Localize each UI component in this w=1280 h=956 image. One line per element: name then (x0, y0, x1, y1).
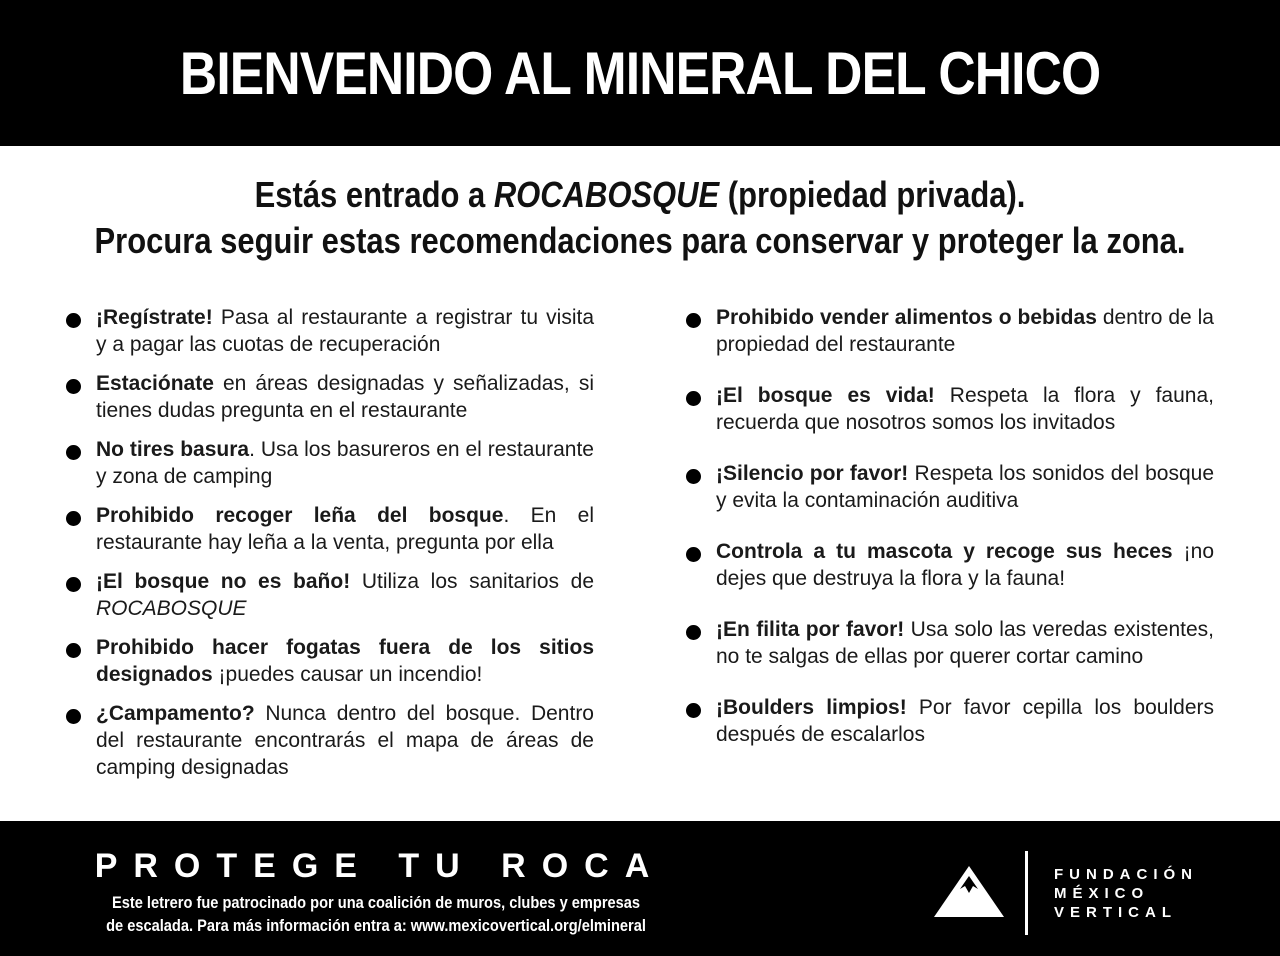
item-text: Nunca dentro del bosque. Dentro del restaurante encontrarás el mapa de áreas de camping designadas (96, 702, 594, 779)
item-heading: ¡Silencio por favor! (716, 462, 909, 485)
bullet-icon (66, 511, 81, 526)
bullet-icon (66, 379, 81, 394)
page-title: BIENVENIDO AL MINERAL DEL CHICO (179, 39, 1101, 107)
item-heading: Estaciónate (96, 372, 214, 395)
item-text: dentro de la propiedad del restaurante (716, 306, 1214, 356)
foundation-logo-text (1054, 865, 1198, 922)
list-item (64, 634, 594, 688)
item-text: ¡puedes causar un incendio! (212, 663, 483, 686)
list-item (64, 700, 594, 781)
intro-line-1-post: (propiedad privada). (719, 174, 1026, 215)
list-item (684, 538, 1214, 592)
logo-line-3: VERTICAL (1054, 904, 1177, 921)
intro-property-name: ROCABOSQUE (493, 174, 720, 215)
list-item (684, 382, 1214, 436)
item-heading: Prohibido hacer fogatas fuera de los sitios designados (96, 636, 594, 686)
logo-line-1: FUNDACIÓN (1054, 866, 1198, 883)
bullet-icon (66, 577, 81, 592)
bullet-icon (686, 625, 701, 640)
list-item (64, 568, 594, 622)
bullet-icon (66, 313, 81, 328)
item-text: Respeta la flora y fauna, recuerda que nosotros somos los invitados (716, 384, 1214, 434)
bullet-icon (686, 703, 701, 718)
item-text: Respeta los sonidos del bosque y evita la contaminación auditiva (716, 462, 1214, 512)
list-item (684, 616, 1214, 670)
bullet-icon (686, 469, 701, 484)
item-heading: ¡El bosque es vida! (716, 384, 935, 407)
item-heading: ¡Regístrate! (96, 306, 213, 329)
recommendations-right-column (684, 304, 1214, 772)
logo-divider (1025, 851, 1028, 935)
sponsor-note-line-2: de escalada. Para más información entra a: www.mexicovertical.org/elmineral (106, 916, 646, 935)
footer-banner (0, 821, 1280, 956)
item-heading: ¡En filita por favor! (716, 618, 905, 641)
item-heading: No tires basura (96, 438, 250, 461)
item-emphasis: ROCABOSQUE (96, 597, 247, 620)
item-text: Usa solo las veredas existentes, no te salgas de ellas por querer cortar camino (716, 618, 1214, 668)
item-text: en áreas designadas y señalizadas, si tienes dudas pregunta en el restaurante (96, 372, 594, 422)
list-item (64, 436, 594, 490)
logo-line-2: MÉXICO (1054, 885, 1150, 902)
header-banner (0, 0, 1280, 146)
sponsor-note (40, 891, 712, 937)
item-text: Utiliza los sanitarios de (350, 570, 595, 593)
intro-text (0, 172, 1280, 264)
list-item (64, 502, 594, 556)
list-item (64, 304, 594, 358)
bullet-icon (66, 445, 81, 460)
bullet-icon (686, 547, 701, 562)
list-item (64, 370, 594, 424)
mountain-icon (932, 864, 1006, 918)
item-heading: ¡El bosque no es baño! (96, 570, 351, 593)
item-text: . En el restaurante hay leña a la venta, pregunta por ella (96, 504, 594, 554)
list-item (684, 304, 1214, 358)
intro-line-1-pre: Estás entrado a (254, 174, 494, 215)
list-item (684, 460, 1214, 514)
item-heading: Controla a tu mascota y recoge sus heces (716, 540, 1173, 563)
item-text: Por favor cepilla los boulders después de escalarlos (716, 696, 1214, 746)
item-heading: ¡Boulders limpios! (716, 696, 907, 719)
list-item (684, 694, 1214, 748)
item-heading: ¿Campamento? (96, 702, 255, 725)
bullet-icon (686, 391, 701, 406)
sponsor-note-line-1: Este letrero fue patrocinado por una coalición de muros, clubes y empresas (111, 893, 641, 912)
item-text: . Usa los basureros en el restaurante y zona de camping (96, 438, 594, 488)
slogan: PROTEGE TU ROCA (94, 847, 666, 885)
recommendations-left-column (64, 304, 594, 793)
item-heading: Prohibido recoger leña del bosque (96, 504, 504, 527)
bullet-icon (686, 313, 701, 328)
bullet-icon (66, 709, 81, 724)
bullet-icon (66, 643, 81, 658)
item-text: ¡no dejes que destruya la flora y la fauna! (716, 540, 1215, 590)
item-text: Pasa al restaurante a registrar tu visita y a pagar las cuotas de recuperación (96, 306, 594, 356)
intro-line-1 (90, 172, 1191, 218)
intro-line-2: Procura seguir estas recomendaciones para conservar y proteger la zona. (94, 220, 1186, 261)
item-heading: Prohibido vender alimentos o bebidas (716, 306, 1097, 329)
